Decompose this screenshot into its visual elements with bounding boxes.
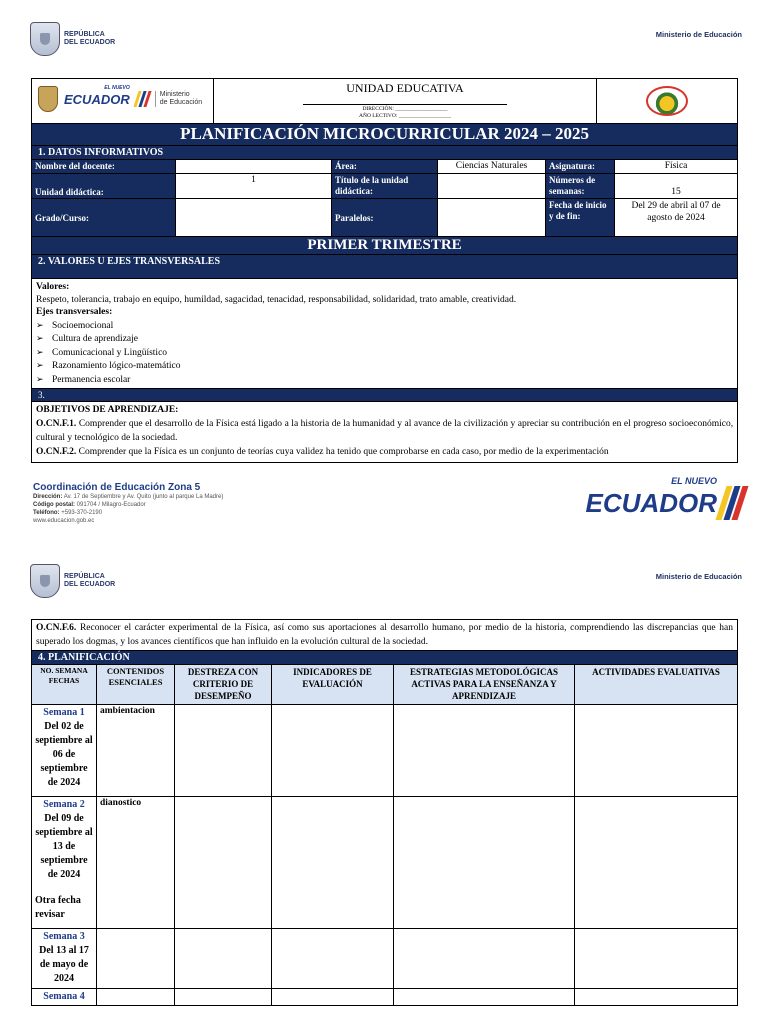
table-row: [32, 705, 738, 797]
content-cell[interactable]: [97, 989, 175, 1006]
objetivos-section-number: 3.: [32, 389, 738, 402]
indicadores-cell[interactable]: [272, 989, 394, 1006]
header-destreza: DESTREZA CON CRITERIO DE DESEMPEÑO: [175, 665, 272, 705]
coordinacion-title: Coordinación de Educación Zona 5: [33, 482, 201, 493]
fecha-label: Fecha de inicio y de fin:: [546, 199, 615, 237]
week-label: Semana 2: [43, 799, 85, 810]
asignatura-label: Asignatura:: [546, 160, 615, 174]
objetivo-text: Reconocer el carácter experimental de la Física, así como sus aportaciones al desarrollo humano, por medio de la historia, comprendiendo las discrepancias que han superado los dogmas, y los avances científicos que han influido en la evolución cultural de la sociedad.: [36, 623, 733, 647]
header-estrategias: ESTRATEGIAS METODOLÓGICAS ACTIVAS PARA LA ENSEÑANZA Y APRENDIZAJE: [394, 665, 575, 705]
datos-section-heading: 1. DATOS INFORMATIVOS: [32, 146, 738, 160]
actividades-cell[interactable]: [575, 705, 738, 797]
el-nuevo-label: EL NUEVO: [671, 475, 717, 486]
objetivo-item: [32, 620, 738, 651]
estrategias-cell[interactable]: [394, 929, 575, 989]
week-label: Semana 3: [43, 931, 85, 942]
republica-line-2: DEL ECUADOR: [64, 39, 116, 46]
actividades-cell[interactable]: [575, 989, 738, 1006]
content-cell[interactable]: dianostico: [97, 797, 175, 929]
eje-item: ➢ Permanencia escolar: [36, 373, 733, 387]
paralelos-label: Paralelos:: [332, 199, 438, 237]
week-cell: [32, 797, 97, 929]
eje-item: ➢ Comunicacional y Lingüístico: [36, 346, 733, 360]
week-dates: Del 13 al 17 de mayo de 2024: [39, 945, 89, 984]
ejes-label: Ejes transversales:: [36, 307, 113, 317]
republica-logo: [30, 564, 115, 598]
estrategias-cell[interactable]: [394, 989, 575, 1006]
objetivo-text: Comprender que la Física es un conjunto de teorías cuya validez ha tenido que comprobarse en cada caso, por medio de la experimentación: [78, 447, 609, 457]
objetivo-code: O.CN.F.1.: [36, 419, 77, 429]
trimestre-title: PRIMER TRIMESTRE: [32, 237, 738, 255]
titulo-label: Título de la unidad didáctica:: [332, 174, 438, 199]
week-label: Semana 4: [43, 991, 85, 1002]
footer-postal: Código postal: 091704 / Milagro-Ecuador: [33, 502, 146, 508]
ecuador-label: ECUADOR: [64, 91, 130, 107]
page-header: [30, 22, 742, 58]
eje-item: ➢ Socioemocional: [36, 319, 733, 333]
week-cell: [32, 705, 97, 797]
republica-line-1: REPÚBLICA: [64, 31, 105, 38]
titulo-value[interactable]: [438, 174, 546, 199]
coat-of-arms-icon: [38, 86, 58, 112]
asignatura-value[interactable]: Física: [615, 160, 738, 174]
ecuador-ministerio-logo: [32, 79, 213, 119]
estrategias-cell[interactable]: [394, 797, 575, 929]
actividades-cell[interactable]: [575, 797, 738, 929]
school-logo-icon: [646, 86, 688, 116]
planning-form-part-1: [31, 78, 737, 463]
area-label: Área:: [332, 160, 438, 174]
area-value[interactable]: Ciencias Naturales: [438, 160, 546, 174]
objetivo-code: O.CN.F.6.: [36, 623, 77, 633]
objetivo-code: O.CN.F.2.: [36, 447, 77, 457]
objetivo-item: [36, 445, 733, 459]
destreza-cell[interactable]: [175, 797, 272, 929]
week-note: Otra fecha revisar: [35, 895, 81, 920]
docente-label: Nombre del docente:: [32, 160, 176, 174]
ecuador-wordmark: [585, 475, 717, 519]
header-semana: NO. SEMANA FECHAS: [32, 665, 97, 705]
republica-line-1: REPÚBLICA: [64, 573, 105, 580]
header-indicadores: INDICADORES DE EVALUACIÓN: [272, 665, 394, 705]
ecuador-footer-logo: [585, 475, 743, 520]
footer-telefono: Teléfono: +593-370-2190: [33, 510, 103, 516]
coat-of-arms-icon: [30, 22, 60, 56]
fecha-value[interactable]: Del 29 de abril al 07 de agosto de 2024: [615, 199, 738, 237]
header-contenidos: CONTENIDOS ESENCIALES: [97, 665, 175, 705]
table-row: [32, 929, 738, 989]
valores-text: Respeto, tolerancia, trabajo en equipo, humildad, sagacidad, tenacidad, responsabilidad, solidaridad, trato amable, creatividad.: [36, 294, 517, 305]
republica-logo: [30, 22, 115, 56]
destreza-cell[interactable]: [175, 929, 272, 989]
planning-form-part-2: [31, 619, 737, 1006]
week-dates: Del 02 de septiembre al 06 de septiembre de 2024: [35, 721, 93, 788]
footer-direccion: Dirección: Av. 17 de Septiembre y Av. Quito (junto al parque La Madre): [33, 494, 224, 500]
ministerio-label: Ministerio de Educación: [655, 572, 742, 581]
table-row: [32, 989, 738, 1006]
indicadores-cell[interactable]: [272, 705, 394, 797]
semanas-label: Números de semanas:: [546, 174, 615, 199]
el-nuevo-label: EL NUEVO: [104, 84, 130, 91]
ministerio-line-2: de Educación: [159, 99, 203, 106]
indicadores-cell[interactable]: [272, 797, 394, 929]
objetivo-text: Comprender que el desarrollo de la Física está ligado a la historia de la humanidad y al avance de la civilización y apreciar su contribución en el progreso socioeconómico, cultural y tecnológico de la sociedad.: [36, 419, 734, 443]
direccion-field: DIRECCIÓN: ___________________: [362, 106, 448, 112]
week-label: Semana 1: [43, 707, 85, 718]
footer-web[interactable]: www.educacion.gob.ec: [33, 518, 95, 524]
header-actividades: ACTIVIDADES EVALUATIVAS: [575, 665, 738, 705]
objetivo-item: [36, 417, 733, 445]
planificacion-table: [31, 619, 738, 1006]
coat-of-arms-icon: [30, 564, 60, 598]
objetivos-label: OBJETIVOS DE APRENDIZAJE:: [36, 405, 179, 415]
school-header-table: [31, 78, 738, 124]
table-row: [32, 797, 738, 929]
docente-value[interactable]: [176, 160, 332, 174]
page-footer: [33, 475, 745, 538]
unidad-value[interactable]: 1: [176, 174, 332, 199]
flag-stripes-icon: [136, 91, 149, 107]
eje-item: ➢ Cultura de aprendizaje: [36, 332, 733, 346]
estrategias-cell[interactable]: [394, 705, 575, 797]
planificacion-section-heading: 4. PLANIFICACIÓN: [32, 651, 738, 665]
unidad-label: Unidad didáctica:: [32, 174, 176, 199]
eje-item: ➢ Razonamiento lógico-matemático: [36, 359, 733, 373]
semanas-value[interactable]: 15: [615, 174, 738, 199]
school-name: UNIDAD EDUCATIVA: [346, 81, 464, 95]
indicadores-cell[interactable]: [272, 929, 394, 989]
plan-title: PLANIFICACIÓN MICROCURRICULAR 2024 – 2025: [32, 124, 738, 146]
datos-informativos-table: [31, 123, 738, 463]
week-dates: Del 09 de septiembre al 13 de septiembre de 2024: [35, 813, 93, 880]
ecuador-wordmark: [64, 84, 130, 107]
destreza-cell[interactable]: [175, 705, 272, 797]
ministerio-label: Ministerio de Educación: [655, 30, 742, 39]
actividades-cell[interactable]: [575, 929, 738, 989]
flag-stripes-icon: [721, 486, 743, 520]
grado-value[interactable]: [176, 199, 332, 237]
republica-line-2: DEL ECUADOR: [64, 581, 116, 588]
week-cell: [32, 989, 97, 1006]
content-cell[interactable]: [97, 929, 175, 989]
paralelos-value[interactable]: [438, 199, 546, 237]
ministerio-line-1: Ministerio: [159, 91, 190, 98]
valores-section-heading: 2. VALORES U EJES TRANSVERSALES: [32, 255, 738, 279]
valores-label: Valores:: [36, 282, 70, 292]
ecuador-label: ECUADOR: [585, 487, 717, 518]
destreza-cell[interactable]: [175, 989, 272, 1006]
valores-block: [32, 279, 738, 389]
grado-label: Grado/Curso:: [32, 199, 176, 237]
ministerio-educacion-label: [155, 91, 202, 107]
anio-lectivo-field: AÑO LECTIVO: ___________________: [359, 113, 451, 119]
week-cell: [32, 929, 97, 989]
page-header-2: [30, 564, 742, 600]
content-cell[interactable]: ambientacion: [97, 705, 175, 797]
objetivos-block: [32, 402, 738, 463]
